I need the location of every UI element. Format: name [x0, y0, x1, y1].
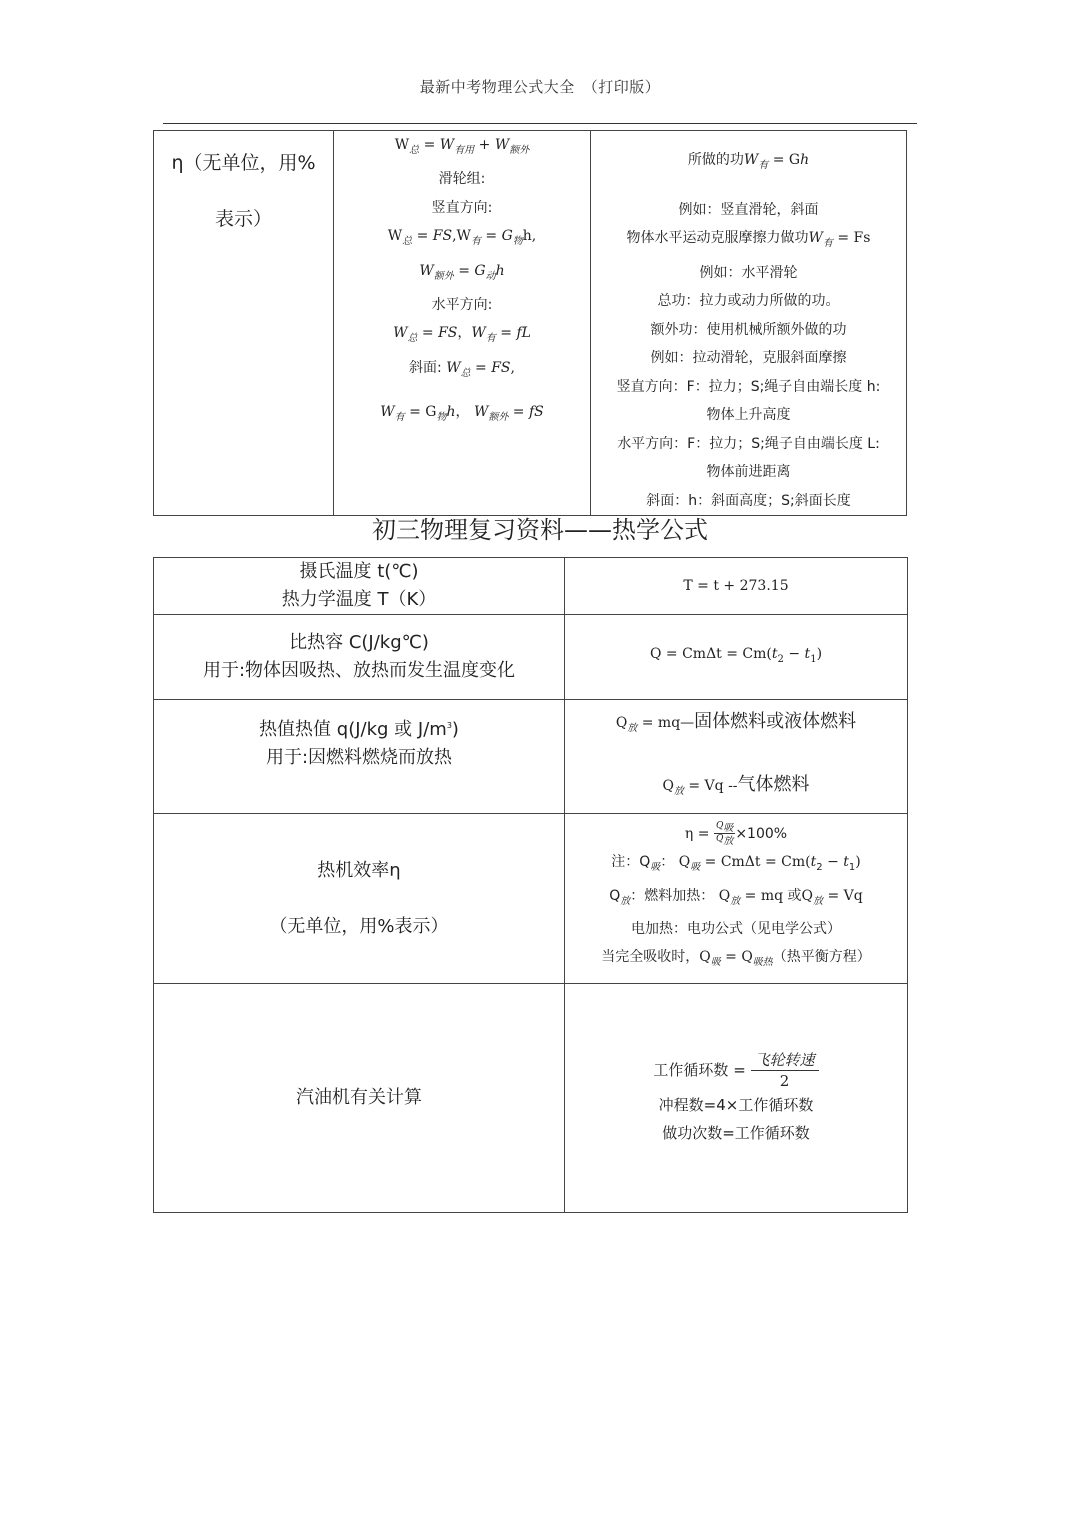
section-title: 初三物理复习资料——热学公式: [372, 516, 708, 544]
kelvin-label: 热力学温度 T（K）: [281, 589, 437, 610]
mechanical-efficiency-table: [153, 130, 907, 516]
vertical-formula: $W_总 = FS,W_有 = G_物h$,: [387, 228, 537, 248]
document-header-title: 最新中考物理公式大全 （打印版）: [419, 78, 661, 96]
specific-heat-formula: $Q = Cm\Delta t = Cm(t_2 - t_1)$: [649, 646, 823, 665]
example-horizontal: 例如：水平滑轮: [699, 264, 798, 281]
temperature-label-cell: [154, 558, 565, 615]
vertical-note-1: 竖直方向：F：拉力；S;绳子自由端长度 h:: [616, 378, 881, 395]
friction-work: 物体水平运动克服摩擦力做功$W_有 = Fs$: [626, 230, 871, 250]
incline-formula: 斜面: $W_总$ = FS,: [409, 359, 515, 379]
heat-value-label: 热值热值 q(J/kg 或 $J/m^3$): [259, 719, 459, 740]
engine-efficiency-formula-cell: [565, 814, 908, 984]
table-row: [154, 700, 908, 814]
gas-fuel-formula: $Q_放 = Vq$ --气体燃料: [662, 773, 810, 797]
engine-efficiency-label: 热机效率η: [317, 859, 401, 881]
work-formula-cell: [334, 131, 591, 516]
heat-value-label-cell: [154, 700, 565, 814]
celsius-label: 摄氏温度 t(℃): [299, 561, 419, 582]
useful-work-definition: 所做的功$W_有 = Gh$: [687, 152, 810, 171]
heat-value-usage: 用于:因燃料燃烧而放热: [265, 747, 453, 768]
efficiency-formula: η = $\frac{Q_吸}{Q_放}$ ×100%: [684, 820, 788, 848]
heat-balance-note: 当完全吸收时，$Q_吸 = Q_{吸热}$（热平衡方程）: [601, 949, 871, 969]
specific-heat-label-cell: [154, 615, 565, 700]
incline-useful-formula: $W_有 = G_物h$， $W_{额外}$ = fS: [380, 403, 544, 423]
horizontal-note-1: 水平方向：F：拉力；S;绳子自由端长度 L:: [617, 435, 880, 452]
efficiency-label-line2: 表示）: [214, 208, 272, 230]
header-divider: [163, 123, 917, 124]
incline-note: 斜面：h：斜面高度；S;斜面长度: [646, 492, 851, 509]
example-vertical: 例如：竖直滑轮，斜面: [678, 201, 819, 218]
specific-heat-formula-cell: [565, 615, 908, 700]
horizontal-label: 水平方向:: [431, 296, 493, 313]
efficiency-label-line1: η（无单位，用%: [171, 152, 316, 174]
vertical-note-2: 物体上升高度: [706, 407, 791, 424]
table-row: [154, 615, 908, 700]
total-work-definition: 总功：拉力或动力所做的功。: [657, 293, 840, 310]
stroke-formula: 冲程数=4×工作循环数: [658, 1095, 814, 1114]
gasoline-engine-label-cell: [154, 984, 565, 1213]
released-heat-note: $Q_放$：燃料加热： $Q_放$ = mq 或$Q_放 = Vq$: [609, 887, 863, 907]
table-row: [154, 558, 908, 615]
absorbed-heat-note: 注：$Q_吸$： $Q_吸 = Cm\Delta t = Cm(t_2 - t_1)$: [611, 853, 861, 873]
table-row: [154, 814, 908, 984]
work-times-formula: 做功次数=工作循环数: [662, 1123, 810, 1142]
extra-work-definition: 额外功：使用机械所额外做的功: [650, 321, 847, 338]
vertical-label: 竖直方向:: [431, 199, 493, 216]
efficiency-label-cell: [154, 131, 334, 516]
engine-efficiency-unit: （无单位，用%表示）: [269, 915, 449, 937]
horizontal-formula: $W_总$ = FS，$W_有$ = fL: [393, 325, 531, 345]
specific-heat-usage: 用于:物体因吸热、放热而发生温度变化: [202, 660, 516, 681]
heat-value-formula-cell: [565, 700, 908, 814]
solid-fuel-formula: $Q_放$ = mq—固体燃料或液体燃料: [615, 710, 857, 734]
gasoline-engine-label: 汽油机有关计算: [296, 1087, 422, 1108]
work-explanation-cell: [591, 131, 907, 516]
pulley-label: 滑轮组:: [438, 171, 486, 188]
gasoline-engine-formula-cell: [565, 984, 908, 1213]
specific-heat-label: 比热容 C(J/kg℃): [289, 632, 429, 653]
thermal-formula-table: [153, 557, 908, 1213]
electric-heat-note: 电加热：电功公式（见电学公式）: [631, 921, 841, 938]
horizontal-note-2: 物体前进距离: [706, 464, 791, 481]
total-work-formula: $W_总 = W_{有用} + W_{额外}$: [394, 137, 530, 156]
temperature-formula-cell: [565, 558, 908, 615]
example-extra: 例如：拉动滑轮，克服斜面摩擦: [650, 350, 847, 367]
cycle-formula: 工作循环数 = $\frac{\text{飞轮转速}}{2}$: [565, 1050, 907, 1091]
engine-efficiency-label-cell: [154, 814, 565, 984]
temperature-formula: T = t + 273.15: [683, 578, 789, 594]
vertical-extra-formula: $W_{额外} = G_动h$: [419, 262, 505, 282]
table-row: [154, 984, 908, 1213]
